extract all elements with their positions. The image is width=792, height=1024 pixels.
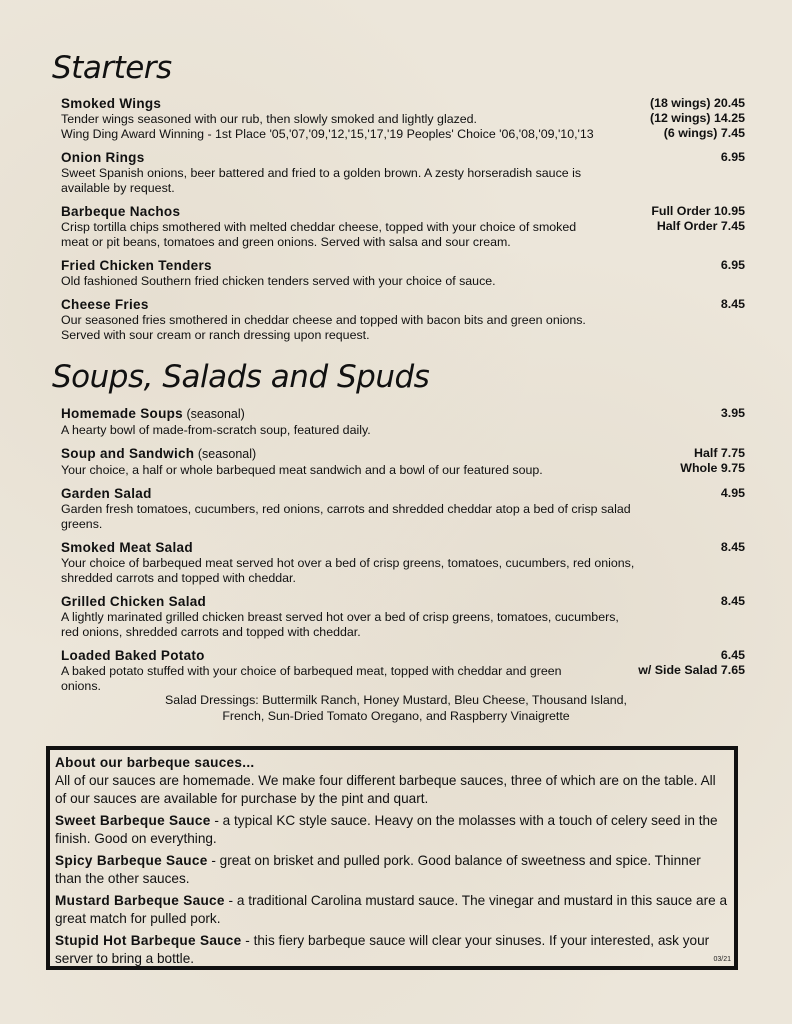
- menu-item-heading: [61, 539, 745, 556]
- soups-salads-spuds-title: Soups, Salads and Spuds: [52, 359, 430, 395]
- menu-item-prices: [721, 406, 745, 421]
- menu-item-prices: [680, 446, 745, 476]
- print-date-code: 03/21: [713, 956, 731, 963]
- price: 8.45: [720, 594, 745, 608]
- description-line: Your choice of barbequed meat served hot over a bed of crisp greens, tomatoes, cucumbers, red onions,: [61, 556, 635, 570]
- menu-item-name: Grilled Chicken Salad: [61, 594, 207, 609]
- dressings-line: Salad Dressings: Buttermilk Ranch, Honey Mustard, Bleu Cheese, Thousand Island,: [165, 693, 627, 707]
- menu-item-description: [61, 166, 745, 196]
- menu-item-heading: [61, 445, 745, 463]
- description-line: Wing Ding Award Winning - 1st Place '05,'07,'09,'12,'15,'17,'19 Peoples' Choice '06,'08,'09,'10,'13: [61, 127, 594, 141]
- menu-item: [61, 95, 745, 142]
- description-line: Crisp tortilla chips smothered with melted cheddar cheese, topped with your choice of smoked: [61, 220, 577, 234]
- about-sauces-box: [46, 746, 738, 970]
- menu-item-description: [61, 112, 745, 142]
- menu-item-prices: [650, 96, 745, 141]
- menu-item: [61, 647, 745, 694]
- description-line: shredded carrots and topped with cheddar.: [61, 571, 296, 585]
- sauce-mustard: [55, 892, 728, 928]
- sauce-sweet: [55, 812, 728, 848]
- menu-item-name: Onion Rings: [61, 150, 145, 165]
- menu-item: [61, 149, 745, 196]
- menu-item-prices: [721, 297, 745, 312]
- price: 8.45: [720, 297, 745, 311]
- menu-item-name: Soup and Sandwich: [61, 446, 195, 461]
- description-line: greens.: [61, 517, 103, 531]
- about-sauces-intro: [55, 754, 728, 808]
- price: Half 7.75: [694, 446, 745, 460]
- starters-title: Starters: [52, 50, 172, 86]
- price: Half Order 7.45: [656, 219, 745, 233]
- menu-item-description: [61, 463, 745, 478]
- menu-item-note: (seasonal): [182, 407, 245, 421]
- sauce-name: Sweet Barbeque Sauce: [55, 813, 211, 828]
- menu-item: [61, 445, 745, 478]
- menu-item: [61, 257, 745, 289]
- description-line: Garden fresh tomatoes, cucumbers, red onions, carrots and shredded cheddar atop a bed of crisp salad: [61, 502, 631, 516]
- menu-item-heading: [61, 149, 745, 166]
- menu-item-heading: [61, 593, 745, 610]
- menu-item-prices: [721, 540, 745, 555]
- menu-item-prices: [721, 258, 745, 273]
- sauce-description: - a typical KC style sauce. Heavy on the molasses with a touch of celery seed in the finish. Good on everything.: [55, 813, 718, 846]
- menu-item-prices: [721, 594, 745, 609]
- menu-item-name: Loaded Baked Potato: [61, 648, 205, 663]
- price: (6 wings) 7.45: [663, 126, 745, 140]
- description-line: Our seasoned fries smothered in cheddar cheese and topped with bacon bits and green onions.: [61, 313, 586, 327]
- menu-item-description: [61, 220, 745, 250]
- dressings-line: French, Sun-Dried Tomato Oregano, and Raspberry Vinaigrette: [222, 709, 570, 723]
- menu-item-name: Garden Salad: [61, 486, 152, 501]
- menu-item-heading: [61, 485, 745, 502]
- menu-item-name: Barbeque Nachos: [61, 204, 181, 219]
- menu-item-name: Smoked Meat Salad: [61, 540, 193, 555]
- menu-item-description: [61, 313, 745, 343]
- description-line: A baked potato stuffed with your choice of barbequed meat, topped with cheddar and green: [61, 664, 562, 678]
- sauce-spicy: [55, 852, 728, 888]
- sauce-stupid-hot: [55, 932, 728, 968]
- description-line: red onions, shredded carrots and topped with cheddar.: [61, 625, 361, 639]
- price: w/ Side Salad 7.65: [638, 663, 745, 677]
- menu-item: [61, 539, 745, 586]
- price: 3.95: [720, 406, 745, 420]
- menu-item-prices: [721, 150, 745, 165]
- menu-item: [61, 296, 745, 343]
- soups-salads-spuds-list: [61, 405, 745, 701]
- menu-item: [61, 485, 745, 532]
- menu-item-heading: [61, 203, 745, 220]
- description-line: Tender wings seasoned with our rub, then slowly smoked and lightly glazed.: [61, 112, 478, 126]
- menu-item-description: [61, 274, 745, 289]
- description-line: A hearty bowl of made-from-scratch soup, featured daily.: [61, 423, 371, 437]
- menu-item-name: Cheese Fries: [61, 297, 149, 312]
- menu-item-heading: [61, 257, 745, 274]
- description-line: Served with sour cream or ranch dressing upon request.: [61, 328, 370, 342]
- sauce-name: Mustard Barbeque Sauce: [55, 893, 225, 908]
- sauce-description: - a traditional Carolina mustard sauce. The vinegar and mustard in this sauce are a great match for pulled pork.: [55, 893, 728, 926]
- description-line: meat or pit beans, tomatoes and green onions. Served with salsa and sour cream.: [61, 235, 511, 249]
- description-line: Your choice, a half or whole barbequed meat sandwich and a bowl of our featured soup.: [61, 463, 543, 477]
- menu-item-prices: [651, 204, 745, 234]
- salad-dressings-note: [0, 692, 792, 724]
- about-sauces-heading: About our barbeque sauces...: [55, 755, 255, 770]
- price: (18 wings) 20.45: [649, 96, 745, 110]
- sauce-description: - great on brisket and pulled pork. Good balance of sweetness and spice. Thinner than the other sauces.: [55, 853, 701, 886]
- menu-item-name: Homemade Soups: [61, 406, 183, 421]
- menu-item-prices: [638, 648, 745, 678]
- sauce-description: - this fiery barbeque sauce will clear your sinuses. If your interested, ask your server to bring a bottle.: [55, 933, 710, 966]
- price: 6.95: [720, 150, 745, 164]
- menu-item-description: [61, 502, 745, 532]
- description-line: Sweet Spanish onions, beer battered and fried to a golden brown. A zesty horseradish sauce is: [61, 166, 582, 180]
- menu-item-name: Fried Chicken Tenders: [61, 258, 212, 273]
- menu-item-heading: [61, 296, 745, 313]
- price: 6.95: [720, 258, 745, 272]
- starters-list: [61, 95, 745, 350]
- menu-item: [61, 203, 745, 250]
- price: Whole 9.75: [680, 461, 745, 475]
- price: 6.45: [720, 648, 745, 662]
- menu-item: [61, 593, 745, 640]
- menu-item-note: (seasonal): [194, 447, 257, 461]
- price: 4.95: [720, 486, 745, 500]
- menu-item-heading: [61, 405, 745, 423]
- menu-item-name: Smoked Wings: [61, 96, 162, 111]
- description-line: Old fashioned Southern fried chicken tenders served with your choice of sauce.: [61, 274, 496, 288]
- menu-item-description: [61, 556, 745, 586]
- price: Full Order 10.95: [651, 204, 745, 218]
- menu-item-description: [61, 610, 745, 640]
- description-line: available by request.: [61, 181, 175, 195]
- description-line: A lightly marinated grilled chicken breast served hot over a bed of crisp greens, tomatoes, cucumbers,: [61, 610, 619, 624]
- menu-item-prices: [721, 486, 745, 501]
- menu-item: [61, 405, 745, 438]
- description-line: onions.: [61, 679, 101, 693]
- price: 8.45: [720, 540, 745, 554]
- about-sauces-text: All of our sauces are homemade. We make four different barbeque sauces, three of which are on the table. All of our sauces are available for purchase by the pint and quart.: [55, 773, 716, 806]
- menu-item-description: [61, 423, 745, 438]
- sauce-name: Stupid Hot Barbeque Sauce: [55, 933, 242, 948]
- price: (12 wings) 14.25: [649, 111, 745, 125]
- menu-item-heading: [61, 95, 745, 112]
- sauce-name: Spicy Barbeque Sauce: [55, 853, 208, 868]
